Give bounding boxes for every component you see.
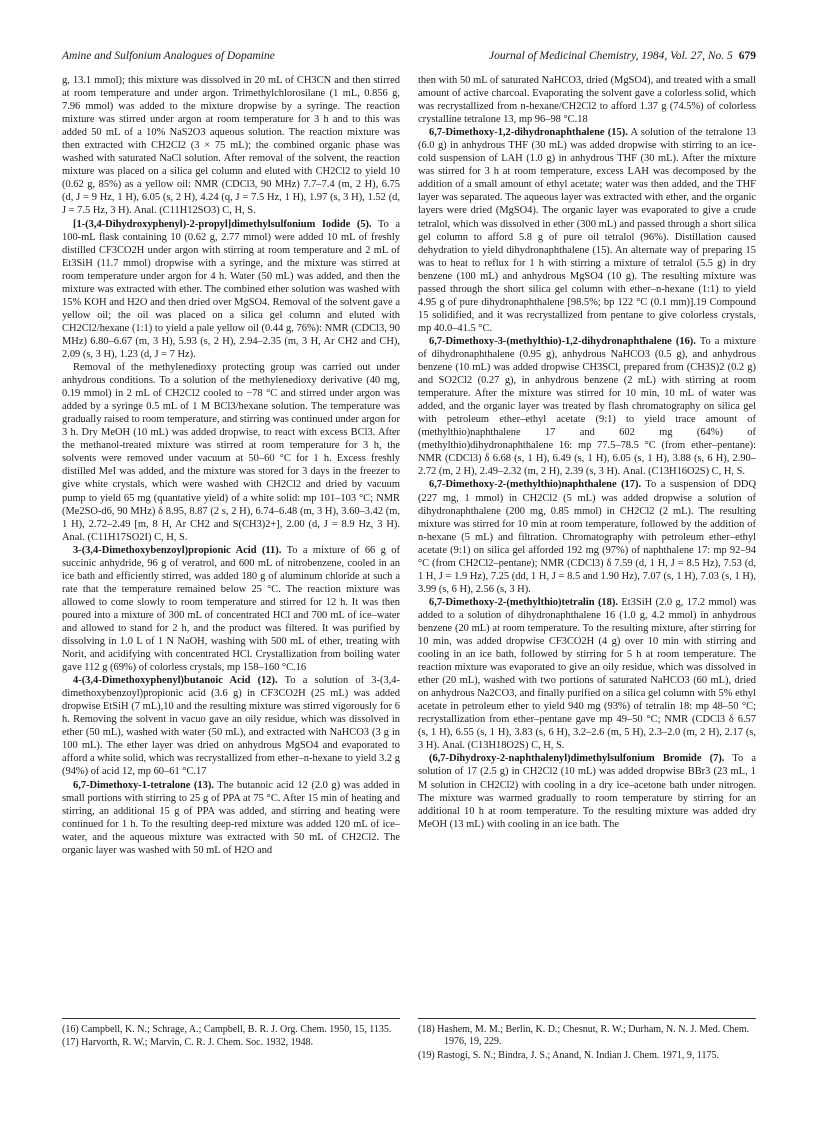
section-heading: 6,7-Dimethoxy-2-(methylthio)naphthalene (17). <box>429 479 642 491</box>
footnote-divider-right <box>418 1018 756 1019</box>
paragraph-text: Et3SiH (2.0 g, 17.2 mmol) was added to a solution of dihydronaphthalene 16 (1.0 g, 4.2 mmol) in anhydrous benzene (20 mL) at room temperature. To the resulting mixture, after stirring for 10 min, was added dropwise CF3CO2H (4 g) over 10 min with stirring and cooling in an ice bath, followed by stirring for 5 h at room temperature. The reaction mixture was evaporated to give an oily residue, which was dissolved in ether (20 mL), washed with two portions of saturated NaHCO3 (60 mL), dried on anhydrous Na2CO3, and finally purified on a silica gel column with 5% ethyl acetate in petroleum ether to yield 940 mg (93%) of tetralin 18: mp 48–50 °C; recrystallization from ether–pentane gave mp 49–50 °C; NMR (CDCl3 δ 6.57 (s, 1 H), 6.55 (s, 1 H), 3.83 (s, 6 H), 3.2–2.6 (m, 5 H), 2.3–2.0 (m, 2 H), 2.17 (s, 3 H). Anal. (C13H18O2S) C, H, S. <box>418 596 756 752</box>
paragraph <box>62 361 400 544</box>
paragraph <box>62 544 400 674</box>
paragraph <box>62 779 400 857</box>
paragraph-text: To a solution of 17 (2.5 g) in CH2Cl2 (10 mL) was added dropwise BBr3 (23 mL, 1 M solution in CH2Cl2) with cooling in a dry ice–acetone bath under nitrogen. The mixture was warmed gradually to room temperature by stirring for an additional 10 h at room temperature. To the resulting mixture was added dry MeOH (13 mL) with cooling in an ice bath. The <box>418 753 756 830</box>
paragraph-text: To a 100-mL flask containing 10 (0.62 g, 2.77 mmol) were added 10 mL of freshly distilled CF3CO2H under argon with stirring at room temperature and 2 mL of Et3SiH (11.7 mmol) dropwise with a syringe, and the mixture was stirred at room temperature under argon for 4 h. Water (50 mL) was added, and then the mixture was extracted with ether. The combined ether solution was washed with 15% KOH and H2O and then dried over MgSO4. Removal of the solvent gave a yellow oil; the oil was placed on a silica gel column and eluted with CH2Cl2/hexane (1:1) to yield a pale yellow oil (0.44 g, 76%): NMR (CDCl3, 90 MHz) 6.80–6.67 (m, 3 H), 5.93 (s, 2 H), 2.94–2.35 (m, 3 H, Ar CH2 and CH), 2.09 (s, 3 H), 1.23 (d, J = 7 Hz). <box>62 218 401 360</box>
journal-citation <box>489 50 756 62</box>
section-heading: 6,7-Dimethoxy-2-(methylthio)tetralin (18). <box>429 596 618 608</box>
journal-name: Journal of Medicinal Chemistry, 1984, Vol. 27, No. 5 <box>489 50 733 62</box>
footnotes-left <box>62 1024 400 1051</box>
footnotes-right <box>418 1024 756 1063</box>
footnote-reference: (19) Rastogi, S. N.; Bindra, J. S.; Anand, N. Indian J. Chem. 1971, 9, 1175. <box>418 1049 720 1061</box>
paragraph <box>418 74 756 126</box>
paragraph <box>62 674 400 778</box>
paragraph <box>418 335 756 479</box>
page-number: 679 <box>738 50 756 62</box>
paragraph-text: To a mixture of 66 g of succinic anhydride, 96 g of veratrol, and 600 mL of nitrobenzene, cooled in an ice bath and efficiently stirred, was added 180 g of aluminum chloride at such a rate that the temperature remained below 25 °C. The reaction mixture was allowed to come slowly to room temperature and stirred for 12 h. It was then poured into a mixture of 300 mL of concentrated HCl and 700 mL of ice–water and allowed to stand for 2 h, and the product was filtered. It was purified by dissolving in 1.0 L of 1 N NaOH, washing with 500 mL of ether, treating with Norit, and acidifying with concentrated HCl. Crystallization from boiling water gave 112 g (69%) of colorless crystals, mp 158–160 °C.16 <box>62 544 400 674</box>
paragraph-text: then with 50 mL of saturated NaHCO3, dried (MgSO4), and treated with a small amount of active charcoal. Evaporating the solvent gave a colorless solid, which was recrystallized from n-hexane/CH2Cl2 to afford 1.37 g (74.5%) of colorless crystalline tetralone 13, mp 96–98 °C.18 <box>418 75 756 126</box>
paragraph-text: A solution of the tetralone 13 (6.0 g) in anhydrous THF (30 mL) was added dropwise with stirring to an ice-cold suspension of LAH (1.0 g) in anhydrous THF (30 mL). After the mixture was stirred for 3 h at room temperature, excess LAH was decomposed by the addition of a small amount of ethyl acetate; water was then added, and the THF layer was separated. The aqueous layer was extracted with ether, and the organic layers were dried (MgSO4). The organic layer was evaporated to give a crude tetralol, which was dissolved in ether (300 mL) and passed through a short silica gel column to afford 5.8 g of pure oil tetralol (96%). Distillation caused dehydration to yield dihydronaphthalene (15). An alternate way of preparing 15 was to heat to reflux for 1 h with stirring a mixture of tetralol (5.5 g) in dry benzene (100 mL) and anhydrous MgSO4 (10 g). The resulting mixture was passed through the short silica gel column with ether–n-hexane (1:1) to yield 4.95 g of pure dihydronaphthalene [98.5%; bp 122 °C (0.1 mm)].19 Compound 15 solidified, and it was recrystallized from pentane to give colorless crystals, mp 40.0–41.5 °C. <box>418 127 756 334</box>
paragraph-text: To a solution of 3-(3,4-dimethoxybenzoyl)propionic acid (3.6 g) in CF3CO2H (25 mL) was added dropwise EtSiH (7 mL),10 and the resulting mixture was stirred vigorously for 6 h. Removing the solvent in vacuo gave an oily residue, which was dissolved in ether (50 mL), washed with water (50 mL), and extracted with NaHCO3 (3 g in 100 mL). The ether layer was dried on anhydrous MgSO4 and evaporated to afford a white solid, which was recrystallized from ether–n-hexane to yield 3.2 g (94%) of acid 12, mp 60–61 °C.17 <box>62 675 400 778</box>
section-heading: 4-(3,4-Dimethoxyphenyl)butanoic Acid (12). <box>73 675 278 687</box>
left-column <box>62 74 400 857</box>
paragraph <box>418 478 756 595</box>
paragraph <box>418 752 756 830</box>
paragraph <box>418 596 756 753</box>
running-title: Amine and Sulfonium Analogues of Dopamine <box>62 50 275 62</box>
footnote-reference: (17) Harvorth, R. W.; Marvin, C. R. J. Chem. Soc. 1932, 1948. <box>62 1037 314 1049</box>
section-heading: (6,7-Dihydroxy-2-naphthalenyl)dimethylsulfonium Bromide (7). <box>429 753 725 765</box>
section-heading: 6,7-Dimethoxy-1-tetralone (13). <box>73 779 214 791</box>
paragraph <box>418 126 756 335</box>
paragraph-text: Removal of the methylenedioxy protecting group was carried out under anhydrous conditions. To a solution of the methylenedioxy derivative (40 mg, 0.19 mmol) in 2 mL of CH2Cl2 cooled to −78 °C and stirred under argon was added by a syringe 0.5 mL of 1 M BCl3/hexane solution. The temperature was gradually raised to room temperature, and stirring was continued under argon for 3 h. Dry MeOH (10 mL) was added dropwise, to react with excess BCl3. After the methanol-treated mixture was stirred at room temperature for 3 h, the solvents were removed under vacuum at 50–60 °C for 1 h. Excess freshly distilled MeI was added, and the mixture was stored for 3 days in the freezer to give white crystals, which were washed with CH2Cl2 and dried by vacuum pump to yield 65 mg (quantative yield) of a white solid: mp 101–103 °C; NMR (Me2SO-d6, 90 MHz) δ 8.95, 8.87 (2 s, 2 H), 6.74–6.48 (m, 3 H), 3.60–3.42 (m, 1 H), 2.72–2.49 [m, 8 H, Ar CH2 and S(CH3)2+], 2.00 (d, J = 8.9 Hz, 3 H). Anal. (C11H17SO2I) C, H, S. <box>62 362 400 543</box>
footnote-reference: (18) Hashem, M. M.; Berlin, K. D.; Chesnut, R. W.; Durham, N. N. J. Med. Chem. 1976, 19, 229. <box>418 1024 750 1048</box>
paragraph-text: To a mixture of dihydronaphthalene (0.95 g), anhydrous NaHCO3 (0.5 g), and anhydrous benzene (10 mL) was added dropwise CH3SCl, prepared from (CH3S)2 (0.2 g) and SO2Cl2 (0.27 g), in anhydrous benzene (2 mL) with stirring at room temperature. After the mixture was stirred for 10 min, 10 mL of water was added, and the organic layer was treated by flash chromatography on silica gel with petroleum ether–ethyl acetate (9:1) to yield trace amount of (methylthio)naphthalene 17 and 602 mg (64%) of (methylthio)dihydronaphthalene 16: mp 77.5–78.5 °C (from ether–pentane): NMR (CDCl3) δ 6.68 (s, 1 H), 6.49 (s, 1 H), 6.05 (s, 1 H), 3.88 (s, 6 H), 2.90–2.72 (m, 2 H), 2.49–2.32 (m, 2 H), 2.39 (s, 3 H). Anal. (C13H16O2S) C, H, S. <box>418 335 756 478</box>
footnote-divider-left <box>62 1018 400 1019</box>
paragraph-text: To a suspension of DDQ (227 mg, 1 mmol) in CH2Cl2 (5 mL) was added dropwise a solution of dihydronaphthalene (200 mg, 0.85 mmol) in CH2Cl2 (2 mL). The resulting mixture was stirred for 10 min at room temperature, followed by the addition of n-hexane (5 mL) and filtration. Chromatography with petroleum ether–ethyl acetate (9:1) on silica gel afforded 192 mg (97%) of naphthalene 17: mp 92–94 °C (from CH2Cl2–pentane); NMR (CDCl3) δ 7.59 (d, 1 H, J = 8.5 Hz), 7.53 (d, 1 H, J = 1.9 Hz), 7.25 (dd, 1 H, J = 8.5 and 1.90 Hz), 7.07 (s, 1 H), 7.03 (s, 1 H), 3.99 (s, 6 H), 2.56 (s, 3 H). <box>418 479 756 595</box>
section-heading: 3-(3,4-Dimethoxybenzoyl)propionic Acid (11). <box>73 544 282 556</box>
section-heading: 6,7-Dimethoxy-3-(methylthio)-1,2-dihydronaphthalene (16). <box>429 335 696 347</box>
section-heading: [1-(3,4-Dihydroxyphenyl)-2-propyl]dimethylsulfonium Iodide (5). <box>73 218 372 230</box>
section-heading: 6,7-Dimethoxy-1,2-dihydronaphthalene (15). <box>429 127 628 139</box>
paragraph-text: g, 13.1 mmol); this mixture was dissolved in 20 mL of CH3CN and then stirred at room temperature and under argon. Trimethylchlorosilane (1 mL, 0.856 g, 7.96 mmol) was added to the mixture dropwise by a syringe. The reaction mixture was stirred under argon at room temperature for 3 h and to this was added 50 mL of a 10% NaS2O3 aqueous solution. The reaction mixture was then extracted with CH2Cl2 (3 × 75 mL); the combined organic phase was washed with saturated NaCl solution. After removal of the solvent, the reaction mixture was placed on a silica gel column and eluted with CH2Cl2 to yield 10 (0.62 g, 85%) as a yellow oil: NMR (CDCl3, 90 MHz) 7.7–7.4 (m, 2 H), 6.75 (d, J = 9 Hz, 1 H), 6.05 (s, 2 H), 4.24 (q, J = 7.5 Hz, 1 H), 1.97 (s, 3 H), 1.52 (d, J = 7.5 Hz, 3 H). Anal. (C11H12SO3) C, H, S. <box>62 75 400 217</box>
footnote-reference: (16) Campbell, K. N.; Schrage, A.; Campbell, B. R. J. Org. Chem. 1950, 15, 1135. <box>62 1024 392 1035</box>
paragraph-text: The butanoic acid 12 (2.0 g) was added in small portions with stirring to 25 g of PPA at 75 °C. After 15 min of heating and stirring, an additional 15 g of PPA was added, and stirring and heating were continued for 1 h. To the resulting deep-red mixture was added 120 mL of ice–water, and the aqueous mixture was extracted with 50 mL of CH2Cl2. The organic layer was washed with 50 mL of H2O and <box>62 779 400 856</box>
paragraph <box>62 74 400 218</box>
paragraph <box>62 218 400 362</box>
running-header <box>62 50 756 68</box>
right-column <box>418 74 756 831</box>
